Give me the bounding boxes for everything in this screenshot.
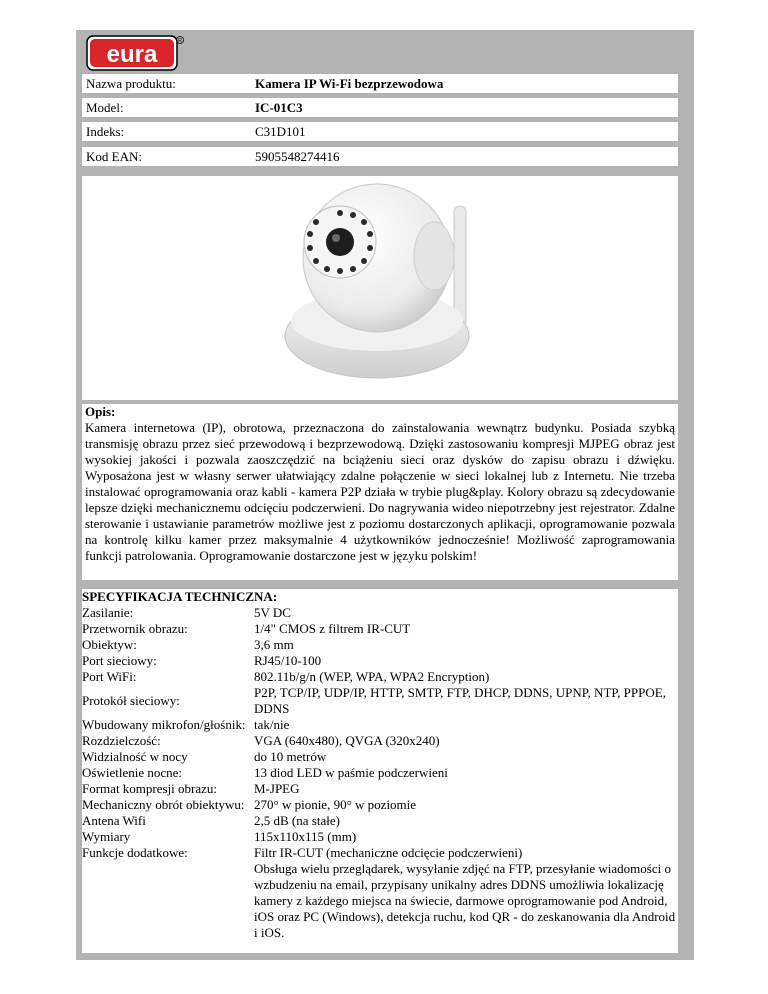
spec-row [82, 653, 678, 669]
spec-value: 802.11b/g/n (WEP, WPA, WPA2 Encryption) [254, 669, 490, 684]
spec-label: Wymiary [82, 829, 131, 844]
description-section [82, 404, 678, 580]
spec-row [82, 621, 678, 637]
spec-value: 2,5 dB (na stałe) [254, 813, 340, 828]
spec-row [82, 861, 678, 941]
spec-row [82, 717, 678, 733]
spec-value: RJ45/10-100 [254, 653, 322, 668]
info-value: C31D101 [255, 124, 306, 139]
info-value: Kamera IP Wi-Fi bezprzewodowa [255, 76, 444, 91]
spec-value: 5V DC [254, 605, 291, 620]
spec-row [82, 813, 678, 829]
eura-logo [86, 33, 186, 73]
spec-row [82, 685, 678, 717]
spec-label: Wbudowany mikrofon/głośnik: [82, 717, 246, 732]
spec-label: Przetwornik obrazu: [82, 621, 188, 636]
spec-section [82, 589, 678, 953]
spec-label: Port sieciowy: [82, 653, 157, 668]
spec-value: 1/4" CMOS z filtrem IR-CUT [254, 621, 411, 636]
spec-row [82, 781, 678, 797]
spec-heading: SPECYFIKACJA TECHNICZNA: [82, 589, 278, 604]
spec-value: 115x110x115 (mm) [254, 829, 357, 844]
info-value: IC-01C3 [255, 100, 303, 115]
spec-value: 270° w pionie, 90° w poziomie [254, 797, 417, 812]
info-row-name [82, 74, 678, 93]
spec-label: Port WiFi: [82, 669, 137, 684]
info-label: Model: [86, 100, 124, 115]
info-row-index [82, 122, 678, 141]
spec-row [82, 765, 678, 781]
spec-value: VGA (640x480), QVGA (320x240) [254, 733, 440, 748]
svg-text:R: R [178, 38, 182, 44]
spec-label: Funkcje dodatkowe: [82, 845, 188, 860]
spec-label: Rozdzielczość: [82, 733, 161, 748]
spec-value: P2P, TCP/IP, UDP/IP, HTTP, SMTP, FTP, DHCP, DDNS, UPNP, NTP, PPPOE, DDNS [254, 685, 666, 716]
spec-value: tak/nie [254, 717, 290, 732]
spec-row [82, 733, 678, 749]
spec-value: M-JPEG [254, 781, 300, 796]
spec-label [82, 861, 254, 941]
spec-row [82, 669, 678, 685]
product-photo [82, 176, 678, 400]
spec-value: Filtr IR-CUT (mechaniczne odcięcie podczerwieni) [254, 845, 523, 860]
camera-image [82, 176, 678, 400]
description-heading: Opis: [85, 404, 116, 419]
spec-label: Antena Wifi [82, 813, 146, 828]
svg-text:eura: eura [106, 41, 158, 68]
spec-table [82, 605, 678, 941]
info-label: Indeks: [86, 124, 125, 139]
spec-label: Obiektyw: [82, 637, 137, 652]
spec-label: Format kompresji obrazu: [82, 781, 218, 796]
info-row-ean [82, 147, 678, 166]
spec-value: do 10 metrów [254, 749, 327, 764]
spec-label: Widzialność w nocy [82, 749, 188, 764]
info-label: Nazwa produktu: [86, 76, 176, 91]
info-label: Kod EAN: [86, 149, 142, 164]
description-text: Kamera internetowa (IP), obrotowa, przeznaczona do zainstalowania wewnątrz budynku. Posiada szybką transmisję obrazu przez sieć przewodową i bezprzewodową. Dzięki zastosowaniu kompresji MJPEG obraz jest wysokiej jakości i pozwala zaoszczędzić na bciążeniu sieci oraz dysków do zapisu obrazu i dźwięku. Wyposażona jest w własny serwer ułatwiający zdalne połączenie w sieci lokalnej lub z Internetu. Nie trzeba instalować oprogramowania oraz kabli - kamera P2P działa w trybie plug&play. Kolory obrazu są zdecydowanie lepsze dzięki mechanicznemu odcięciu podczerwieni. Do nagrywania wideo niepotrzebny jest rejestrator. Zdalne sterowanie i ustawianie parametrów możliwe jest z poziomu dostarczonych aplikacji, oprogramowanie pozwala na kontrolę kilku kamer przez maksymalnie 4 użytkowników jednocześnie! Możliwość zaprogramowania funkcji patrolowania. Oprogramowanie dostarczone jest w języku polskim! [85, 420, 675, 563]
spec-row [82, 605, 678, 621]
spec-row [82, 749, 678, 765]
spec-row [82, 829, 678, 845]
spec-label: Oświetlenie nocne: [82, 765, 182, 780]
info-row-model [82, 98, 678, 117]
spec-value: Obsługa wielu przeglądarek, wysyłanie zdjęć na FTP, przesyłanie wiadomości o wzbudzeniu na email, przypisany unikalny adres DDNS umożliwia lokalizację kamery z każdego miejsca na świecie, darmowe oprogramowanie pod Android, iOS oraz PC (Windows), detekcja ruchu, kod QR - do zeskanowania dla Android i iOS. [254, 861, 676, 940]
spec-row [82, 797, 678, 813]
spec-label: Protokół sieciowy: [82, 693, 180, 708]
spec-value: 3,6 mm [254, 637, 294, 652]
spec-label: Zasilanie: [82, 605, 134, 620]
spec-label: Mechaniczny obrót obiektywu: [82, 797, 245, 812]
spec-row [82, 637, 678, 653]
info-value: 5905548274416 [255, 149, 340, 164]
spec-row [82, 845, 678, 861]
spec-value: 13 diod LED w paśmie podczerwieni [254, 765, 448, 780]
